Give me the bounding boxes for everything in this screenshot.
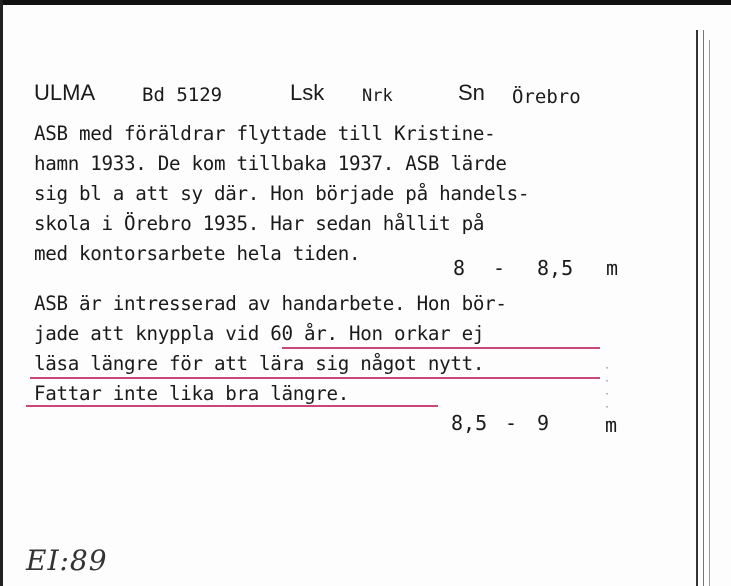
- range-unit: m: [606, 256, 619, 280]
- lsk-value: Nrk: [362, 86, 393, 106]
- handwritten-reference: EI:89: [26, 544, 108, 577]
- range-unit: m: [605, 413, 618, 437]
- card-edge-line: [696, 30, 698, 586]
- archive-code: ULMA: [34, 80, 96, 105]
- sn-value: Örebro: [512, 86, 581, 108]
- sn-label: Sn: [458, 80, 485, 105]
- card-edge-line: [703, 30, 704, 586]
- range-to: 8,5: [537, 256, 574, 280]
- range-dash: -: [505, 411, 518, 435]
- range-dash: -: [493, 256, 506, 280]
- text-line: med kontorsarbete hela tiden.: [34, 242, 361, 265]
- range-from: 8,5: [451, 411, 488, 435]
- text-line: sig bl a att sy där. Hon började på handels-: [34, 182, 530, 205]
- text-line: ASB med föräldrar flyttade till Kristine-: [34, 122, 496, 145]
- range-from: 8: [453, 256, 466, 280]
- highlight-underline: [30, 377, 600, 379]
- text-line: ASB är intresserad av handarbete. Hon bör-: [34, 292, 507, 315]
- range-to: 9: [537, 411, 550, 435]
- volume-number: Bd 5129: [142, 84, 223, 106]
- pencil-marks: · · · ·: [604, 363, 611, 413]
- lsk-label: Lsk: [290, 80, 325, 105]
- text-line: jade att knyppla vid 60 år. Hon orkar ej: [34, 322, 485, 345]
- highlight-underline: [26, 405, 438, 407]
- text-line: skola i Örebro 1935. Har sedan hållit på: [34, 212, 485, 235]
- card-edge-line: [709, 40, 710, 586]
- text-line: hamn 1933. De kom tillbaka 1937. ASB lärde: [34, 152, 507, 175]
- text-line: läsa längre för att lära sig något nytt.: [34, 352, 485, 375]
- text-line: Fattar inte lika bra längre.: [34, 382, 350, 405]
- highlight-underline: [282, 347, 600, 349]
